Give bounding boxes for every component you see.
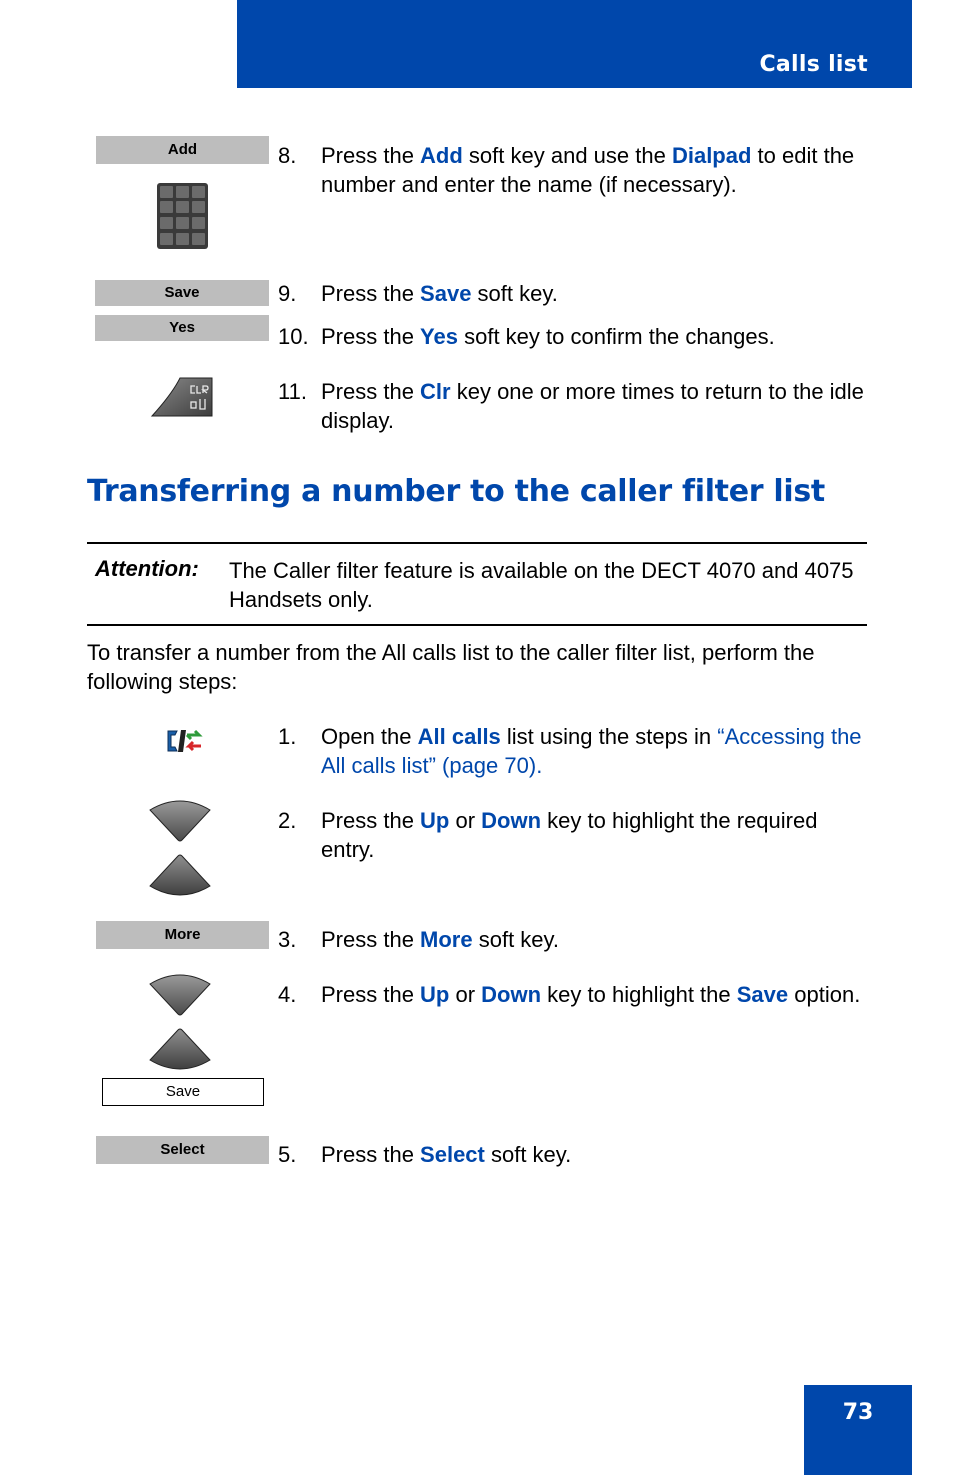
step-text-part: to edit the number and enter the name (if necessary). bbox=[321, 143, 855, 197]
step-text-part: Press the bbox=[321, 927, 421, 952]
add-keyword: Add bbox=[420, 143, 463, 168]
nav-up-down-key-icon bbox=[148, 972, 212, 1072]
step-text bbox=[321, 980, 868, 1009]
more-keyword: More bbox=[420, 927, 473, 952]
step-number: 9. bbox=[278, 281, 297, 306]
up-keyword: Up bbox=[420, 808, 450, 833]
page-number: 73 bbox=[842, 1400, 874, 1425]
step-text bbox=[321, 141, 868, 199]
step-number: 3. bbox=[278, 927, 297, 952]
step-text-part: Press the bbox=[321, 808, 421, 833]
intro-paragraph: To transfer a number from the All calls list to the caller filter list, perform the following steps: bbox=[87, 640, 815, 694]
step-text-part: option. bbox=[788, 982, 861, 1007]
yes-softkey: Yes bbox=[95, 315, 269, 341]
step-9 bbox=[278, 279, 868, 308]
down-keyword: Down bbox=[481, 982, 542, 1007]
step-text-part: key one or more times to return to the idle display. bbox=[321, 379, 864, 433]
step-text-part: or bbox=[449, 808, 482, 833]
step-text-part: Press the bbox=[321, 143, 421, 168]
clr-keyword: Clr bbox=[420, 379, 451, 404]
dialpad-icon bbox=[157, 183, 208, 249]
save-keyword: Save bbox=[736, 982, 789, 1007]
down-keyword: Down bbox=[481, 808, 542, 833]
select-keyword: Select bbox=[420, 1142, 485, 1167]
step-text-part: Press the bbox=[321, 379, 421, 404]
header-bar bbox=[237, 0, 912, 88]
step-number: 11. bbox=[278, 379, 307, 404]
step-text-part: Press the bbox=[321, 281, 421, 306]
step-text-part: Press the bbox=[321, 1142, 421, 1167]
calls-list-icon bbox=[165, 727, 205, 755]
page-number-box bbox=[804, 1385, 912, 1475]
step-number: 10. bbox=[278, 324, 309, 349]
save-menu-option: Save bbox=[102, 1078, 264, 1106]
accessing-all-calls-link[interactable]: “Accessing the All calls list” (page 70) bbox=[321, 724, 862, 778]
step-number: 8. bbox=[278, 143, 297, 168]
step-text-part: or bbox=[449, 982, 482, 1007]
step-number: 1. bbox=[278, 724, 297, 749]
save-keyword: Save bbox=[420, 281, 472, 306]
step-text-part: Open the bbox=[321, 724, 418, 749]
yes-keyword: Yes bbox=[420, 324, 458, 349]
header-title: Calls list bbox=[759, 52, 868, 77]
step-text bbox=[321, 322, 868, 351]
section-title: Transferring a number to the caller filter list bbox=[87, 474, 825, 509]
step-2 bbox=[278, 806, 868, 864]
step-text bbox=[321, 377, 868, 435]
all-calls-keyword: All calls bbox=[417, 724, 501, 749]
step-5 bbox=[278, 1140, 868, 1169]
step-text bbox=[321, 925, 868, 954]
step-text-part: list using the steps in bbox=[500, 724, 718, 749]
step-text bbox=[321, 722, 868, 780]
step-text-part: soft key. bbox=[471, 281, 558, 306]
step-8 bbox=[278, 141, 868, 199]
step-text-part: . bbox=[536, 753, 543, 778]
attention-text: The Caller filter feature is available on the DECT 4070 and 4075 Handsets only. bbox=[229, 558, 854, 612]
more-softkey: More bbox=[96, 921, 269, 949]
save-softkey: Save bbox=[95, 280, 269, 306]
step-text-part: Press the bbox=[321, 982, 421, 1007]
step-1 bbox=[278, 722, 868, 780]
divider-bottom bbox=[87, 624, 867, 626]
step-text-part: soft key and use the bbox=[462, 143, 672, 168]
step-text-part: key to highlight the bbox=[541, 982, 737, 1007]
step-text bbox=[321, 806, 868, 864]
step-text-part: Press the bbox=[321, 324, 421, 349]
step-text-part: soft key to confirm the changes. bbox=[457, 324, 775, 349]
step-4 bbox=[278, 980, 868, 1009]
step-11 bbox=[278, 377, 868, 435]
step-10 bbox=[278, 322, 868, 351]
step-3 bbox=[278, 925, 868, 954]
divider-top bbox=[87, 542, 867, 544]
up-keyword: Up bbox=[420, 982, 450, 1007]
step-number: 2. bbox=[278, 808, 297, 833]
dialpad-keyword: Dialpad bbox=[671, 143, 752, 168]
step-text bbox=[321, 1140, 868, 1169]
step-text-part: soft key. bbox=[484, 1142, 572, 1167]
add-softkey: Add bbox=[96, 136, 269, 164]
nav-up-down-key-icon bbox=[148, 798, 212, 898]
step-text-part: key to highlight the required entry. bbox=[321, 808, 818, 862]
step-number: 5. bbox=[278, 1142, 297, 1167]
select-softkey: Select bbox=[96, 1136, 269, 1164]
step-text bbox=[321, 279, 868, 308]
step-number: 4. bbox=[278, 982, 297, 1007]
clr-key-icon bbox=[150, 376, 214, 418]
step-text-part: soft key. bbox=[472, 927, 560, 952]
attention-label: Attention: bbox=[95, 556, 199, 581]
